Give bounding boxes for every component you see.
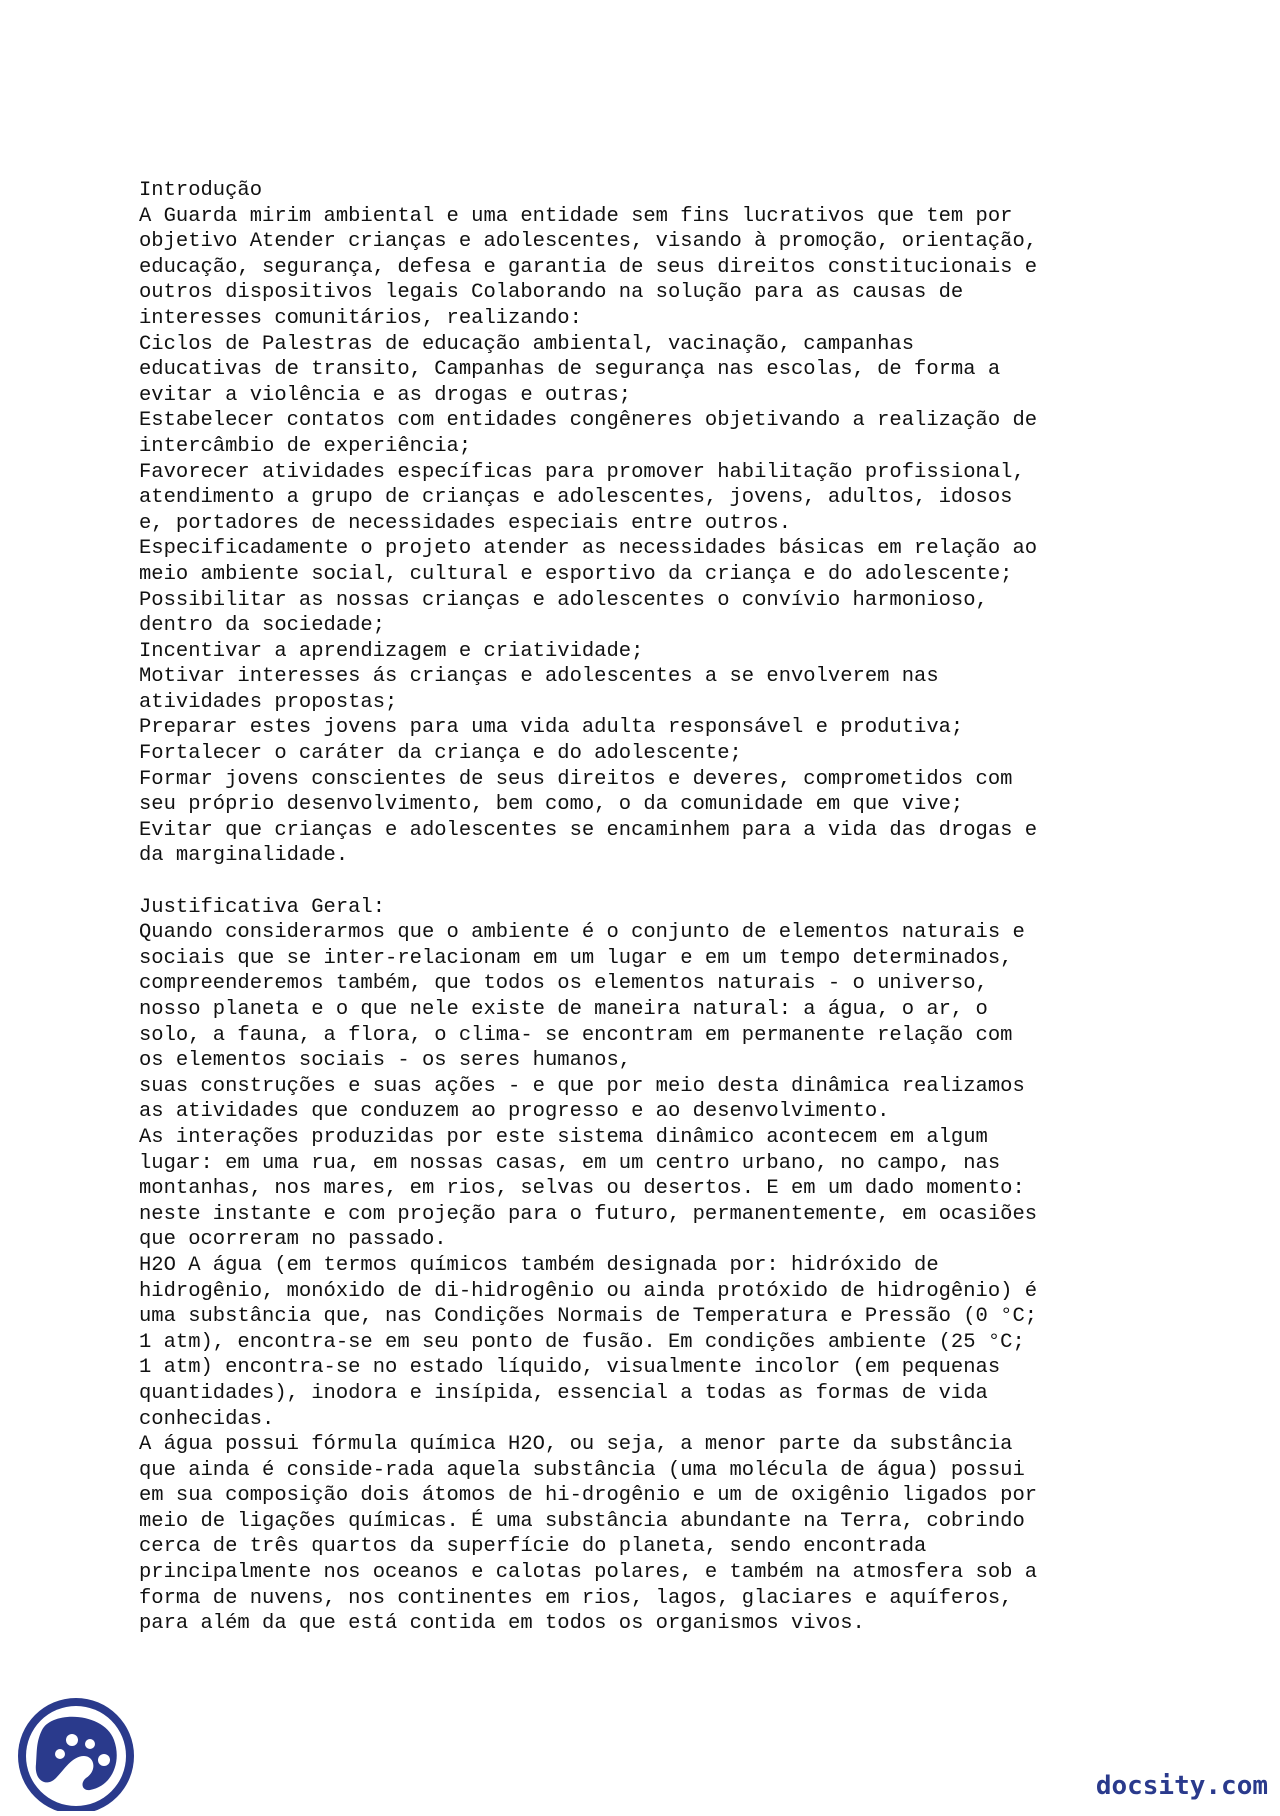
text-line: em sua composição dois átomos de hi-drogênio e um de oxigênio ligados por	[139, 1484, 1038, 1508]
text-line: outros dispositivos legais Colaborando na solução para as causas de	[139, 281, 964, 305]
text-line: A água possui fórmula química H2O, ou seja, a menor parte da substância	[139, 1433, 1013, 1457]
text-line: quantidades), inodora e insípida, essencial a todas as formas de vida	[139, 1381, 988, 1405]
document-body	[139, 178, 1149, 1637]
text-line: intercâmbio de experiência;	[139, 434, 472, 458]
text-line: As interações produzidas por este sistema dinâmico acontecem em algum	[139, 1125, 988, 1149]
text-line: atividades propostas;	[139, 690, 398, 714]
text-line: nosso planeta e o que nele existe de maneira natural: a água, o ar, o	[139, 998, 988, 1021]
text-line: educativas de transito, Campanhas de segurança nas escolas, de forma a	[139, 358, 1001, 382]
text-line: suas construções e suas ações - e que por meio desta dinâmica realizamos	[139, 1074, 1025, 1098]
text-line: Favorecer atividades específicas para promover habilitação profissional,	[139, 460, 1025, 484]
text-line: seu próprio desenvolvimento, bem como, o da comunidade em que vive;	[139, 793, 964, 817]
text-line: meio ambiente social, cultural e esportivo da criança e do adolescente;	[139, 562, 1013, 586]
text-line: 1 atm) encontra-se no estado líquido, visualmente incolor (em pequenas	[139, 1356, 1001, 1380]
text-line: 1 atm), encontra-se em seu ponto de fusão. Em condições ambiente (25 °C;	[139, 1330, 1025, 1354]
text-line: e, portadores de necessidades especiais entre outros.	[139, 511, 792, 535]
text-line: A Guarda mirim ambiental e uma entidade sem fins lucrativos que tem por	[139, 204, 1013, 228]
text-line: Ciclos de Palestras de educação ambiental, vacinação, campanhas	[139, 332, 915, 356]
text-line: Motivar interesses ás crianças e adolescentes a se envolverem nas	[139, 665, 939, 689]
text-line: Especificadamente o projeto atender as necessidades básicas em relação ao	[139, 537, 1038, 561]
text-line: principalmente nos oceanos e calotas polares, e também na atmosfera sob a	[139, 1561, 1038, 1585]
text-line: uma substância que, nas Condições Normais de Temperatura e Pressão (0 °C;	[139, 1305, 1038, 1329]
text-line: H2O A água (em termos químicos também designada por: hidróxido de	[139, 1253, 939, 1277]
blank-line	[139, 869, 1149, 895]
text-line: compreenderemos também, que todos os elementos naturais - o universo,	[139, 972, 988, 996]
text-line: educação, segurança, defesa e garantia de seus direitos constitucionais e	[139, 255, 1038, 279]
text-line: dentro da sociedade;	[139, 614, 386, 638]
text-line: solo, a fauna, a flora, o clima- se encontram em permanente relação com	[139, 1023, 1013, 1047]
text-line: da marginalidade.	[139, 844, 349, 868]
text-line: forma de nuvens, nos continentes em rios, lagos, glaciares e aquíferos,	[139, 1586, 1013, 1610]
text-line: os elementos sociais - os seres humanos,	[139, 1049, 632, 1073]
docsity-logo-icon	[12, 1690, 140, 1811]
text-line: que ocorreram no passado.	[139, 1228, 447, 1252]
text-line: para além da que está contida em todos os organismos vivos.	[139, 1612, 865, 1636]
docsity-brand-link[interactable]: docsity.com	[1095, 1771, 1268, 1801]
text-line: que ainda é conside-rada aquela substância (uma molécula de água) possui	[139, 1458, 1025, 1482]
text-line: Preparar estes jovens para uma vida adulta responsável e produtiva;	[139, 716, 964, 740]
text-line: evitar a violência e as drogas e outras;	[139, 383, 632, 407]
text-line: objetivo Atender crianças e adolescentes, visando à promoção, orientação,	[139, 230, 1038, 254]
text-line: interesses comunitários, realizando:	[139, 306, 582, 330]
text-line: Evitar que crianças e adolescentes se encaminhem para a vida das drogas e	[139, 818, 1038, 842]
text-line: Incentivar a aprendizagem e criatividade;	[139, 639, 644, 663]
text-line: Possibilitar as nossas crianças e adolescentes o convívio harmonioso,	[139, 588, 988, 612]
text-line: conhecidas.	[139, 1407, 275, 1431]
text-line: atendimento a grupo de crianças e adolescentes, jovens, adultos, idosos	[139, 486, 1013, 510]
text-line: sociais que se inter-relacionam em um lugar e em um tempo determinados,	[139, 946, 1013, 970]
text-line: lugar: em uma rua, em nossas casas, em um centro urbano, no campo, nas	[139, 1151, 1001, 1175]
text-line: Fortalecer o caráter da criança e do adolescente;	[139, 742, 742, 766]
text-line: Estabelecer contatos com entidades congêneres objetivando a realização de	[139, 409, 1038, 433]
text-line: meio de ligações químicas. É uma substância abundante na Terra, cobrindo	[139, 1509, 1025, 1533]
text-line: montanhas, nos mares, em rios, selvas ou desertos. E em um dado momento:	[139, 1177, 1025, 1201]
text-line: Justificativa Geral:	[139, 895, 386, 919]
text-line: neste instante e com projeção para o futuro, permanentemente, em ocasiões	[139, 1202, 1038, 1226]
text-line: Introdução	[139, 179, 263, 202]
text-line: Quando considerarmos que o ambiente é o conjunto de elementos naturais e	[139, 921, 1025, 945]
text-line: hidrogênio, monóxido de di-hidrogênio ou ainda protóxido de hidrogênio) é	[139, 1279, 1038, 1303]
text-line: Formar jovens conscientes de seus direitos e deveres, comprometidos com	[139, 767, 1013, 791]
text-line: as atividades que conduzem ao progresso e ao desenvolvimento.	[139, 1100, 890, 1124]
text-line: cerca de três quartos da superfície do planeta, sendo encontrada	[139, 1535, 927, 1559]
